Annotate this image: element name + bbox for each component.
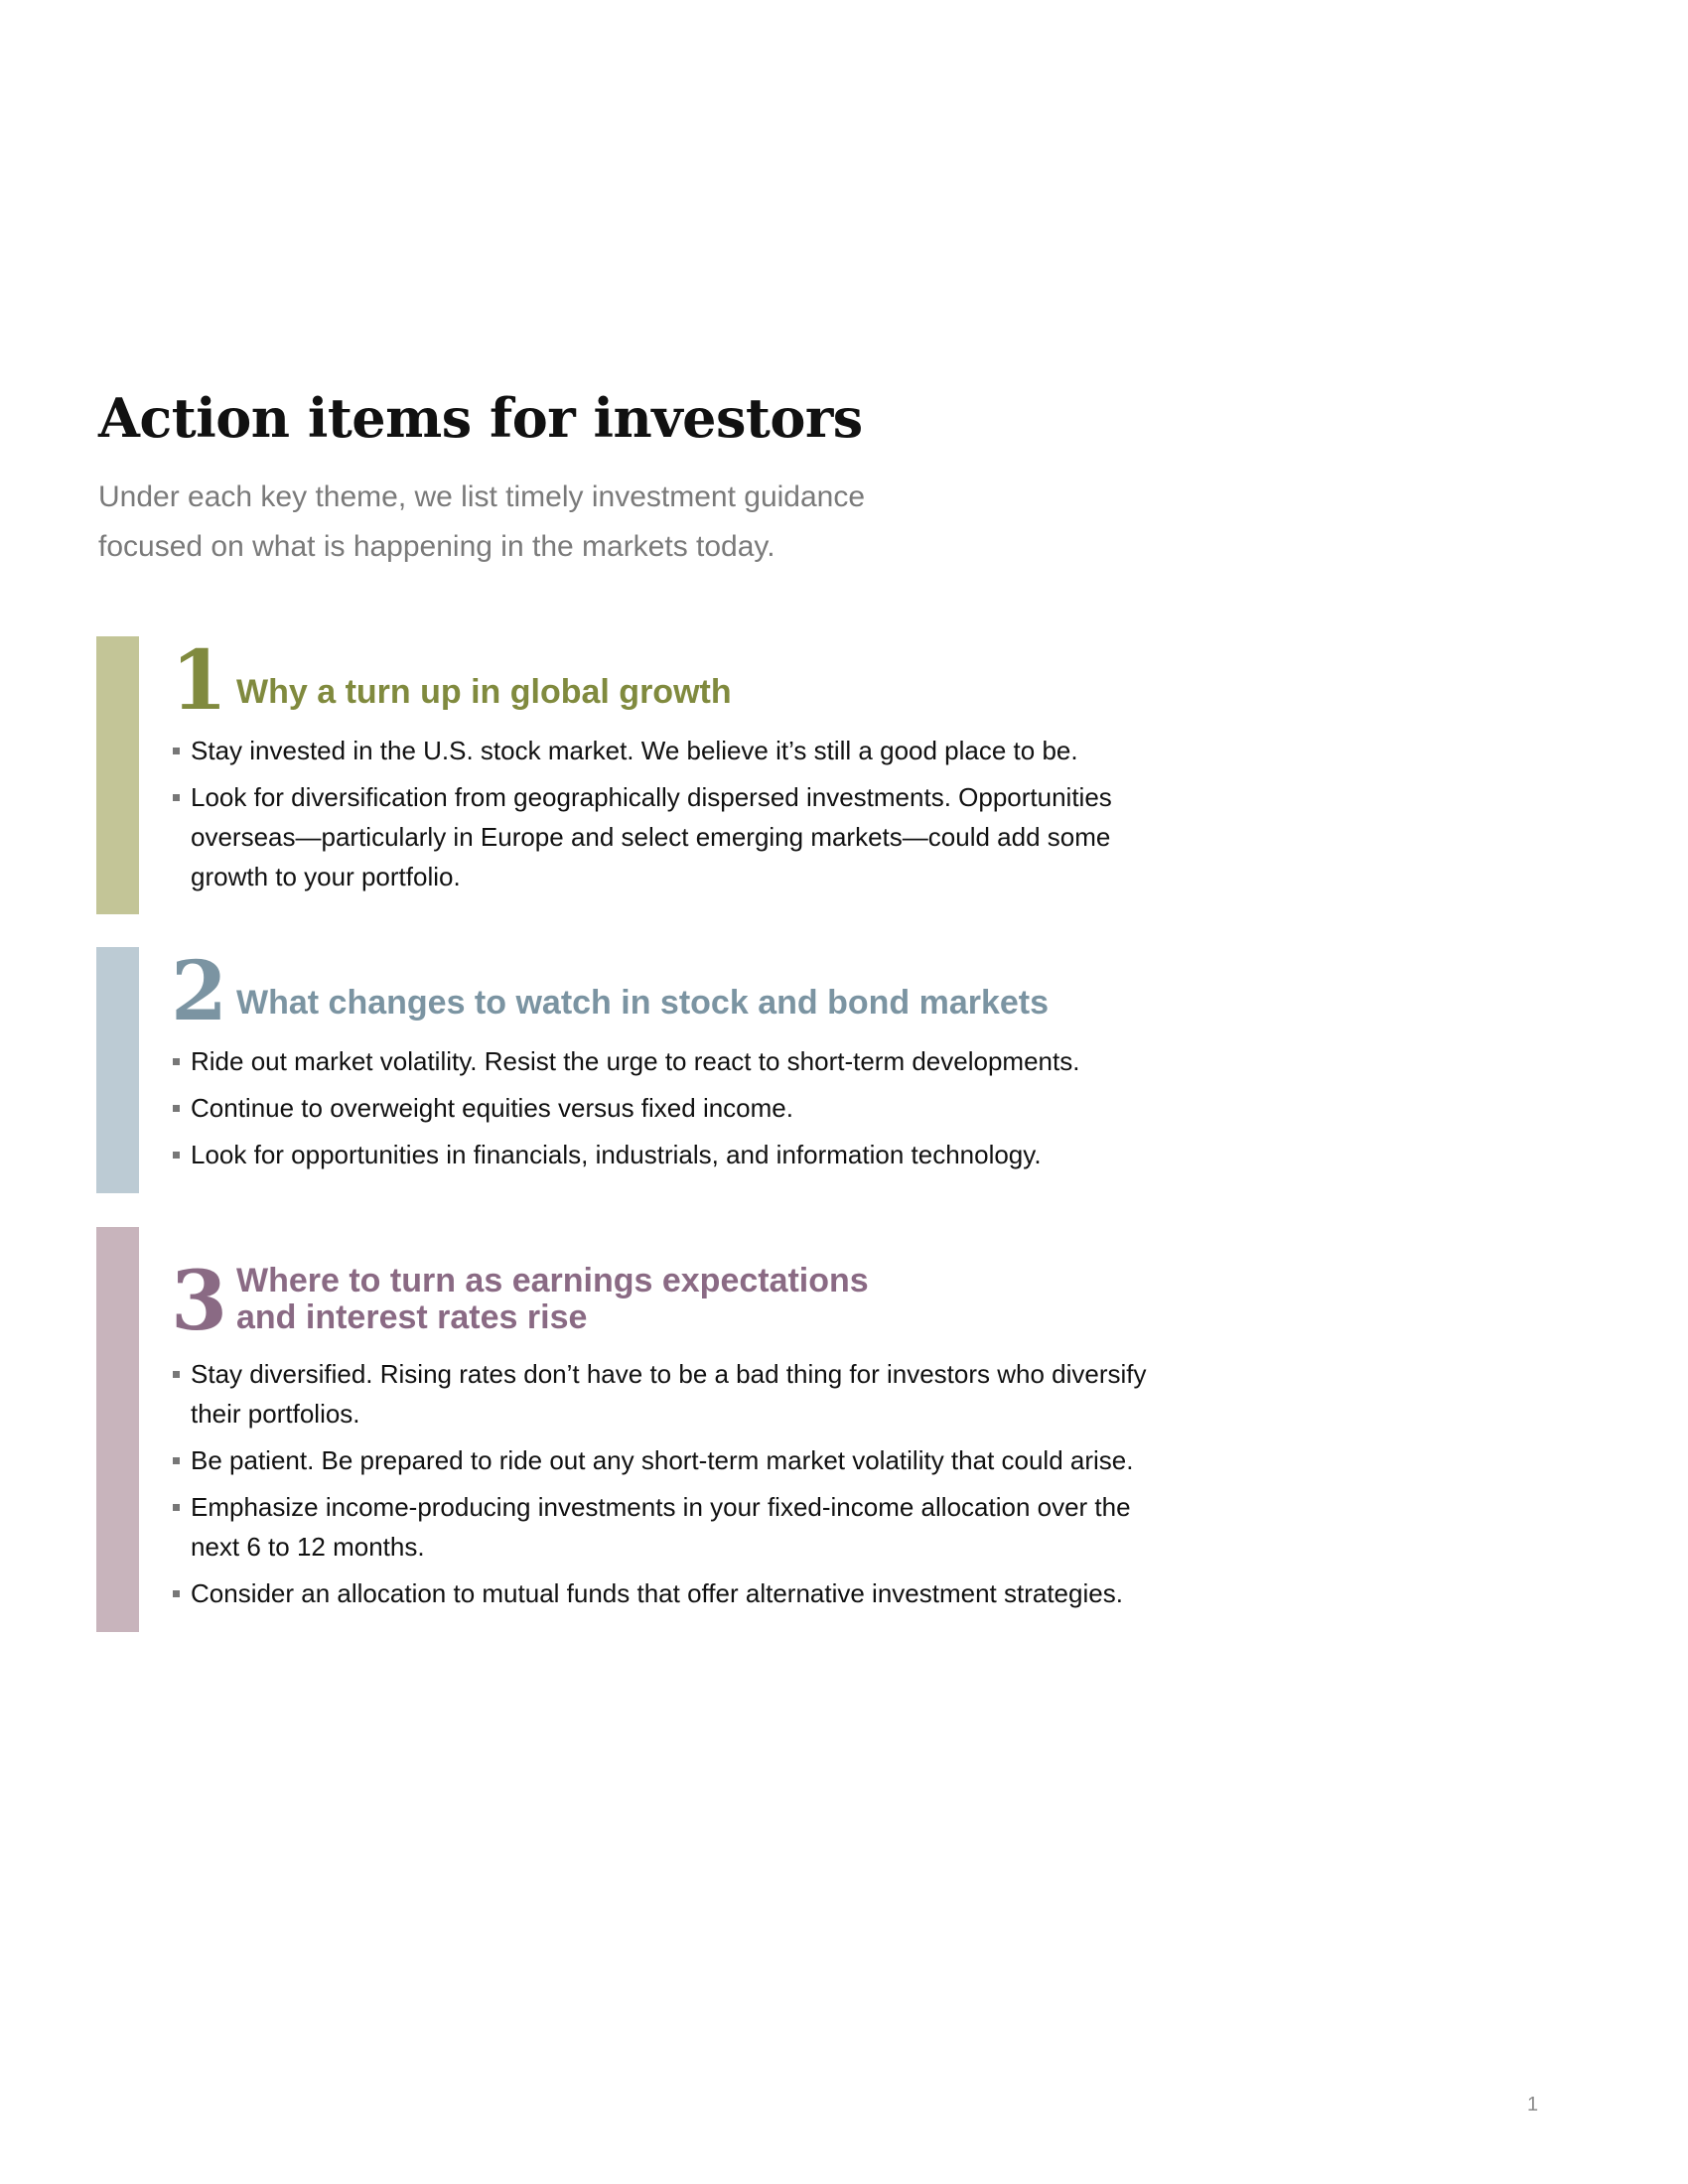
theme-color-bar (96, 947, 139, 1193)
action-item-line: Emphasize income-producing investments in your fixed-income allocation over the (191, 1492, 1131, 1522)
action-item-line: next 6 to 12 months. (191, 1532, 425, 1562)
theme-color-bar (96, 1227, 139, 1632)
action-item-line: Stay diversified. Rising rates don’t have to be a bad thing for investors who diversify (191, 1359, 1147, 1389)
square-bullet-icon (173, 1590, 180, 1597)
action-item (171, 1354, 1164, 1433)
page-title: Action items for investors (98, 386, 863, 450)
square-bullet-icon (173, 748, 180, 754)
action-item-line: Look for opportunities in financials, industrials, and information technology. (191, 1140, 1042, 1169)
action-item-list (171, 1354, 1164, 1620)
square-bullet-icon (173, 1371, 180, 1378)
action-item (171, 1041, 1164, 1081)
page-number: 1 (1527, 2094, 1539, 2116)
action-item (171, 1440, 1164, 1480)
theme-section-3 (96, 1227, 1189, 1632)
theme-title (236, 985, 1049, 1022)
action-item (171, 1088, 1164, 1128)
action-item-line: Ride out market volatility. Resist the urge to react to short-term developments. (191, 1046, 1080, 1076)
action-item-line: overseas—particularly in Europe and select emerging markets—could add some (191, 822, 1111, 852)
intro-line: Under each key theme, we list timely investment guidance (98, 480, 866, 513)
square-bullet-icon (173, 1504, 180, 1511)
theme-color-bar (96, 636, 139, 914)
theme-title (236, 1263, 869, 1336)
theme-number: 1 (171, 633, 228, 729)
square-bullet-icon (173, 1058, 180, 1065)
square-bullet-icon (173, 1105, 180, 1112)
theme-section-2 (96, 944, 1189, 1193)
action-item-line: Stay invested in the U.S. stock market. We believe it’s still a good place to be. (191, 736, 1078, 765)
theme-title-line: Why a turn up in global growth (236, 673, 732, 711)
square-bullet-icon (173, 1152, 180, 1159)
action-item-line: Consider an allocation to mutual funds that offer alternative investment strategies. (191, 1578, 1123, 1608)
square-bullet-icon (173, 1457, 180, 1464)
action-item (171, 731, 1164, 770)
action-item-line: Look for diversification from geographically dispersed investments. Opportunities (191, 782, 1112, 812)
action-item (171, 1487, 1164, 1567)
action-item-line: growth to your portfolio. (191, 862, 461, 891)
theme-title (236, 674, 732, 711)
action-item-line: Be patient. Be prepared to ride out any short-term market volatility that could arise. (191, 1445, 1134, 1475)
theme-title-line: and interest rates rise (236, 1298, 588, 1336)
action-item-list (171, 1041, 1164, 1181)
intro-text (98, 473, 992, 572)
theme-title-line: Where to turn as earnings expectations (236, 1262, 869, 1299)
action-item-line: Continue to overweight equities versus fixed income. (191, 1093, 793, 1123)
action-item (171, 1573, 1164, 1613)
action-item-line: their portfolios. (191, 1399, 360, 1429)
action-item-list (171, 731, 1164, 903)
intro-line: focused on what is happening in the markets today. (98, 530, 775, 563)
action-item (171, 777, 1164, 896)
square-bullet-icon (173, 794, 180, 801)
action-item (171, 1135, 1164, 1174)
theme-number: 3 (171, 1254, 228, 1349)
theme-title-line: What changes to watch in stock and bond markets (236, 984, 1050, 1022)
theme-number: 2 (171, 944, 228, 1039)
theme-section-1 (96, 633, 1189, 914)
